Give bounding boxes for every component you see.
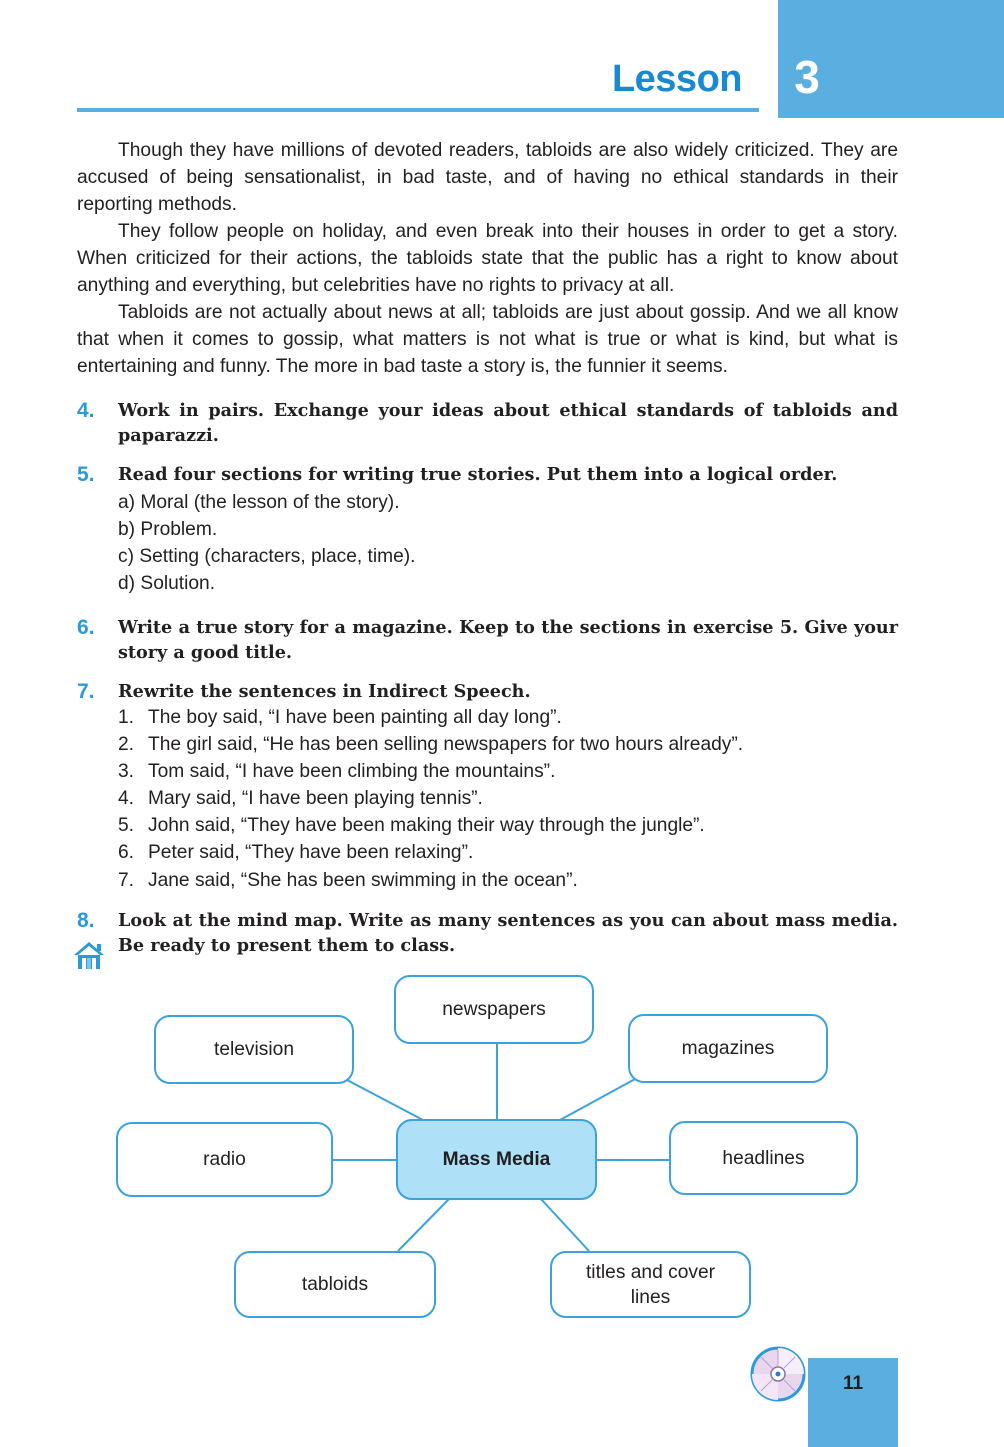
exercise-task: Read four sections for writing true stories. Put them into a logical order. xyxy=(118,464,838,485)
exercise-task: Work in pairs. Exchange your ideas about ethical standards of tabloids and paparazzi. xyxy=(118,400,898,446)
item-text: The boy said, “I have been painting all day long”. xyxy=(148,707,562,728)
exercise-task: Rewrite the sentences in Indirect Speech. xyxy=(118,681,531,702)
list-item xyxy=(118,867,898,894)
node-headlines: headlines xyxy=(669,1121,858,1195)
page-number: 11 xyxy=(842,1373,864,1394)
node-radio: radio xyxy=(116,1122,333,1197)
list-item: a) Moral (the lesson of the story). xyxy=(118,492,400,513)
item-number: 4. xyxy=(118,788,135,810)
exercise-number: 4. xyxy=(77,399,95,422)
exercise-number: 7. xyxy=(77,680,95,703)
node-mass-media-center: Mass Media xyxy=(396,1119,597,1200)
cd-icon xyxy=(750,1346,806,1402)
list-item: c) Setting (characters, place, time). xyxy=(118,546,416,568)
exercise-task: Look at the mind map. Write as many sentences as you can about mass media. Be ready to present them to class. xyxy=(118,910,898,956)
list-item xyxy=(118,785,898,812)
reading-paragraph: Tabloids are not actually about news at all; tabloids are just about gossip. And we all know that when it comes to gossip, what matters is not what is true or what is kind, but what is entertaining and funny. The more in bad taste a story is, the funnier it seems. xyxy=(77,302,898,377)
exercise-6 xyxy=(77,615,898,665)
node-tabloids: tabloids xyxy=(234,1251,436,1318)
item-number: 2. xyxy=(118,734,135,756)
header-rule xyxy=(77,108,759,112)
reading-paragraph: They follow people on holiday, and even break into their houses in order to get a story. When criticized for their actions, the tabloids state that the public has a right to know about anything and everything, but celebrities have no rights to privacy at all. xyxy=(77,221,898,296)
item-number: 5. xyxy=(118,815,135,837)
item-text: Peter said, “They have been relaxing”. xyxy=(148,842,474,864)
item-number: 3. xyxy=(118,761,135,783)
list-item xyxy=(118,704,898,731)
list-item xyxy=(118,758,898,785)
item-text: Tom said, “I have been climbing the mountains”. xyxy=(148,761,556,783)
list-item: d) Solution. xyxy=(118,573,216,595)
list-item: b) Problem. xyxy=(118,519,218,541)
exercise-number: 6. xyxy=(77,616,95,639)
node-titles-and-cover-lines: titles and cover lines xyxy=(550,1251,751,1318)
list-item xyxy=(118,812,898,839)
item-number: 7. xyxy=(118,869,135,891)
exercise-8 xyxy=(77,908,898,958)
reading-paragraph: Though they have millions of devoted readers, tabloids are also widely criticized. They are accused of being sensationalist, in bad taste, and of having no ethical standards in their reporting methods. xyxy=(77,140,898,215)
list-item xyxy=(118,731,898,758)
exercise-7 xyxy=(77,679,898,894)
mind-map xyxy=(0,970,1004,1330)
exercise-number: 8. xyxy=(77,909,95,932)
reading-text xyxy=(77,137,898,380)
indirect-speech-list xyxy=(118,704,898,894)
lesson-title: Lesson xyxy=(611,58,742,100)
node-magazines: magazines xyxy=(628,1014,828,1083)
item-text: Jane said, “She has been swimming in the ocean”. xyxy=(148,869,578,891)
home-icon xyxy=(72,940,106,970)
exercise-number: 5. xyxy=(77,463,95,486)
lesson-number: 3 xyxy=(794,51,820,103)
exercise-task: Write a true story for a magazine. Keep to the sections in exercise 5. Give your story a good title. xyxy=(118,617,898,663)
item-number: 6. xyxy=(118,842,135,864)
item-text: John said, “They have been making their way through the jungle”. xyxy=(148,815,705,837)
item-text: Mary said, “I have been playing tennis”. xyxy=(148,788,483,810)
node-newspapers: newspapers xyxy=(394,975,594,1044)
item-text: The girl said, “He has been selling newspapers for two hours already”. xyxy=(148,734,744,756)
exercise-5 xyxy=(77,462,898,597)
item-number: 1. xyxy=(118,707,135,728)
node-television: television xyxy=(154,1015,354,1084)
exercise-4 xyxy=(77,398,898,448)
story-sections-list xyxy=(118,489,898,597)
list-item xyxy=(118,839,898,866)
